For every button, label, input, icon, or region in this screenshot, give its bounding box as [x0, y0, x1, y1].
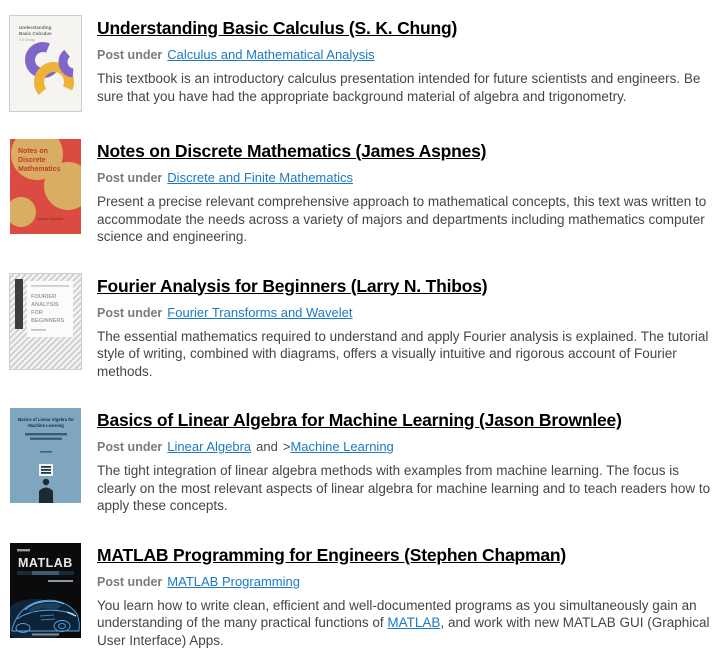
post-under-label: Post under [97, 48, 163, 62]
post-under-label: Post under [97, 171, 163, 185]
book-cover-fourier-analysis-for-beginners[interactable] [10, 274, 81, 369]
book-cover-matlab-programming[interactable] [10, 543, 81, 638]
book-entry-understanding-basic-calculus [10, 16, 715, 111]
post-under-line [97, 574, 715, 589]
category-link[interactable]: Fourier Transforms and Wavelet [167, 304, 353, 320]
category-link[interactable]: Discrete and Finite Mathematics [167, 170, 353, 185]
book-cover-understanding-basic-calculus[interactable] [10, 16, 81, 111]
post-under-line [97, 47, 715, 62]
book-description: This textbook is an introductory calculus presentation intended for future scientists and engineers. Be sure that you have had the appropriate background material of algebra and trigonometry. [97, 71, 701, 104]
book-title-link[interactable]: Notes on Discrete Mathematics (James Aspnes) [97, 141, 487, 161]
cover-author-text: James Aspnes [36, 216, 64, 221]
post-under-label: Post under [97, 305, 163, 320]
entry-text-block [97, 408, 715, 515]
description-text: You learn how to write clean, efficient and well-documented programs as you simultaneously gain an understanding of the many practical functions of [97, 597, 697, 630]
svg-text:Mathematics: Mathematics [18, 166, 61, 173]
post-under-line [97, 439, 715, 454]
book-entry-fourier-analysis-for-beginners [10, 274, 715, 381]
svg-text:Notes on: Notes on [18, 148, 48, 155]
svg-text:Machine Learning: Machine Learning [28, 423, 64, 428]
entry-text-block [97, 139, 715, 246]
book-description [97, 597, 715, 650]
publisher-text-line [17, 549, 30, 551]
svg-text:Basics of Linear Algebra for: Basics of Linear Algebra for [18, 417, 74, 422]
book-title-link[interactable]: Basics of Linear Algebra for Machine Learning (Jason Brownlee) [97, 410, 622, 430]
spine-bar [15, 279, 23, 329]
category-link[interactable]: Machine Learning [290, 439, 394, 454]
cover-author-text-line [32, 633, 59, 635]
svg-text:BEGINNERS: BEGINNERS [31, 317, 65, 324]
book-entry-notes-on-discrete-mathematics [10, 139, 715, 246]
category-link[interactable]: Linear Algebra [167, 439, 252, 454]
svg-text:Basic Calculus: Basic Calculus [19, 31, 52, 36]
book-entry-matlab-programming-for-engineers [10, 543, 715, 650]
conjunction-text: and [256, 439, 278, 454]
svg-text:ANALYSIS: ANALYSIS [31, 301, 59, 308]
post-under-label: Post under [97, 574, 163, 589]
svg-text:FOR: FOR [31, 309, 43, 316]
svg-text:FOURIER: FOURIER [31, 293, 57, 300]
category-link[interactable]: MATLAB Programming [167, 573, 300, 589]
book-entry-basics-of-linear-algebra-for-machine-learning [10, 408, 715, 515]
book-title-link[interactable]: Fourier Analysis for Beginners (Larry N. Thibos) [97, 275, 488, 296]
post-under-line [97, 305, 715, 320]
post-under-line [97, 170, 715, 185]
category-prefix: > [282, 439, 291, 454]
book-title-link[interactable]: MATLAB Programming for Engineers (Stephen Chapman) [97, 544, 567, 565]
book-cover-notes-on-discrete-mathematics[interactable] [10, 139, 81, 234]
svg-text:S K Chung: S K Chung [19, 38, 35, 42]
cover-panel [27, 281, 73, 337]
entry-text-block [97, 274, 715, 381]
svg-text:Discrete: Discrete [18, 157, 46, 164]
description-text: , and work with new MATLAB GUI (Graphical User Interface) Apps. [97, 615, 710, 648]
matlab-inline-link[interactable]: MATLAB [387, 615, 441, 630]
entry-text-block [97, 16, 715, 111]
post-under-label: Post under [97, 440, 163, 454]
entry-text-block [97, 543, 715, 650]
cover-brand-text: MATLAB [18, 555, 73, 570]
book-cover-basics-of-linear-algebra[interactable] [10, 408, 81, 503]
book-title-link[interactable]: Understanding Basic Calculus (S. K. Chung) [97, 18, 458, 38]
category-link[interactable]: Calculus and Mathematical Analysis [167, 47, 375, 62]
svg-text:Understanding: Understanding [19, 25, 52, 30]
book-description: The essential mathematics required to understand and apply Fourier analysis is explained. The tutorial style of writing, combined with diagrams, offers a visually intuitive and rigorous account of Fourier methods. [97, 328, 709, 379]
book-description: Present a precise relevant comprehensive approach to mathematical concepts, this text was written to accommodate the needs across a variety of majors and departments including mathematics computer science and engineering. [97, 194, 707, 244]
book-description: The tight integration of linear algebra methods with examples from machine learning. The focus is clearly on the most relevant aspects of linear algebra for machine learning and to teach readers how to apply these concepts. [97, 463, 711, 513]
